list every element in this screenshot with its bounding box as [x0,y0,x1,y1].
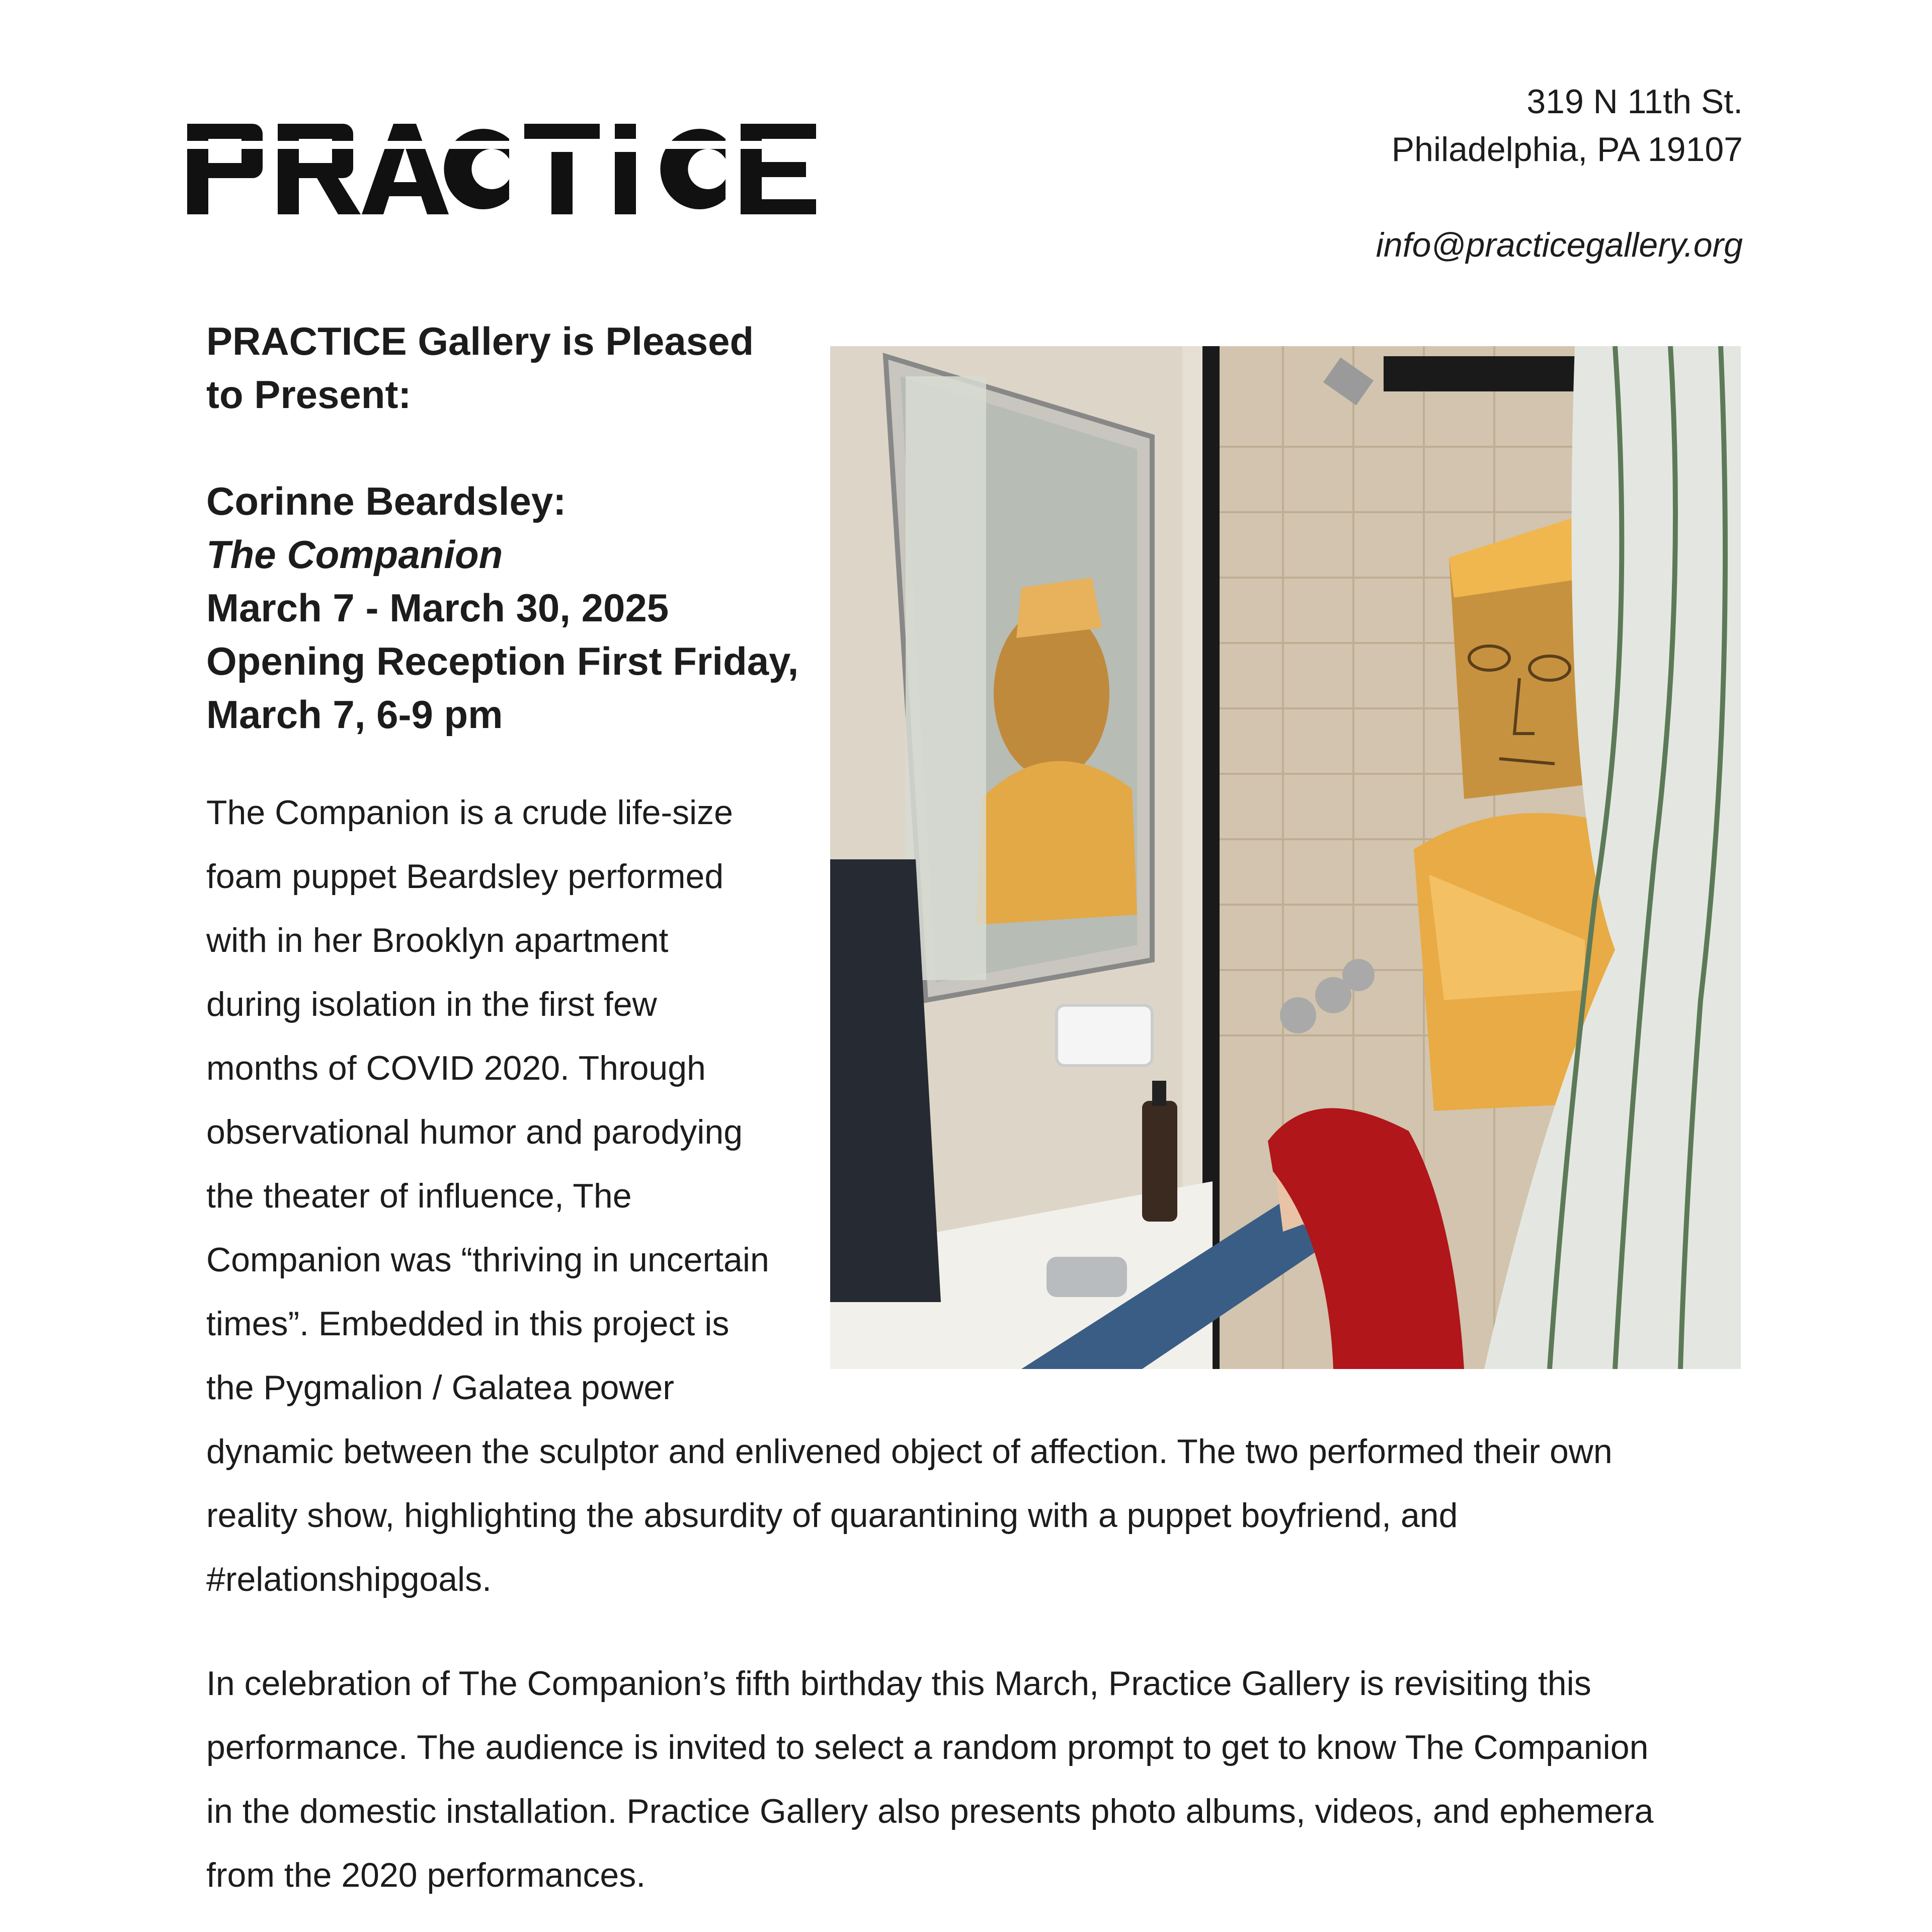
reception-line2: March 7, 6-9 pm [206,692,503,737]
paragraph-line: with in her Brooklyn apartment [206,921,669,959]
exhibition-title: The Companion [206,532,503,577]
exhibition-intro [206,314,810,741]
paragraph-line: In celebration of The Companion’s fifth birthday this March, Practice Gallery is revisiting this [206,1664,1591,1703]
paragraph-1-full-width [206,1420,1741,1612]
paragraph-line: observational humor and parodying [206,1113,743,1151]
artist-name: Corinne Beardsley: [206,479,567,523]
paragraph-2 [206,1652,1741,1907]
paragraph-line: during isolation in the first few [206,985,657,1023]
exhibition-photo [830,346,1741,1369]
reception-line1: Opening Reception First Friday, [206,639,799,683]
intro-line1: PRACTICE Gallery is Pleased [206,319,754,363]
paragraph-line: dynamic between the sculptor and enlivened object of affection. The two performed their own [206,1432,1613,1471]
practice-logo [187,117,821,217]
paragraph-line: The Companion is a crude life-size [206,793,733,832]
address-line1: 319 N 11th St. [1526,83,1743,121]
paragraph-1-wrapped [206,781,818,1420]
paragraph-line: reality show, highlighting the absurdity of quarantining with a puppet boyfriend, and [206,1496,1458,1535]
exhibition-dates: March 7 - March 30, 2025 [206,586,669,630]
address-line2: Philadelphia, PA 19107 [1391,130,1743,169]
paragraph-line: in the domestic installation. Practice Gallery also presents photo albums, videos, and ephemera [206,1792,1654,1830]
paragraph-line: Companion was “thriving in uncertain [206,1241,769,1279]
bathroom-puppet-photo-icon [830,346,1741,1369]
address-block [1376,78,1743,269]
paragraph-line: foam puppet Beardsley performed [206,857,724,896]
email-link[interactable]: info@practicegallery.org [1376,226,1743,264]
paragraph-line: the theater of influence, The [206,1177,632,1215]
paragraph-line: performance. The audience is invited to select a random prompt to get to know The Companion [206,1728,1649,1766]
paragraph-line: from the 2020 performances. [206,1856,646,1894]
paragraph-line: months of COVID 2020. Through [206,1049,706,1087]
paragraph-line: the Pygmalion / Galatea power [206,1369,674,1407]
paragraph-line: #relationshipgoals. [206,1560,492,1598]
paragraph-line: times”. Embedded in this project is [206,1305,730,1343]
intro-line2: to Present: [206,372,412,417]
